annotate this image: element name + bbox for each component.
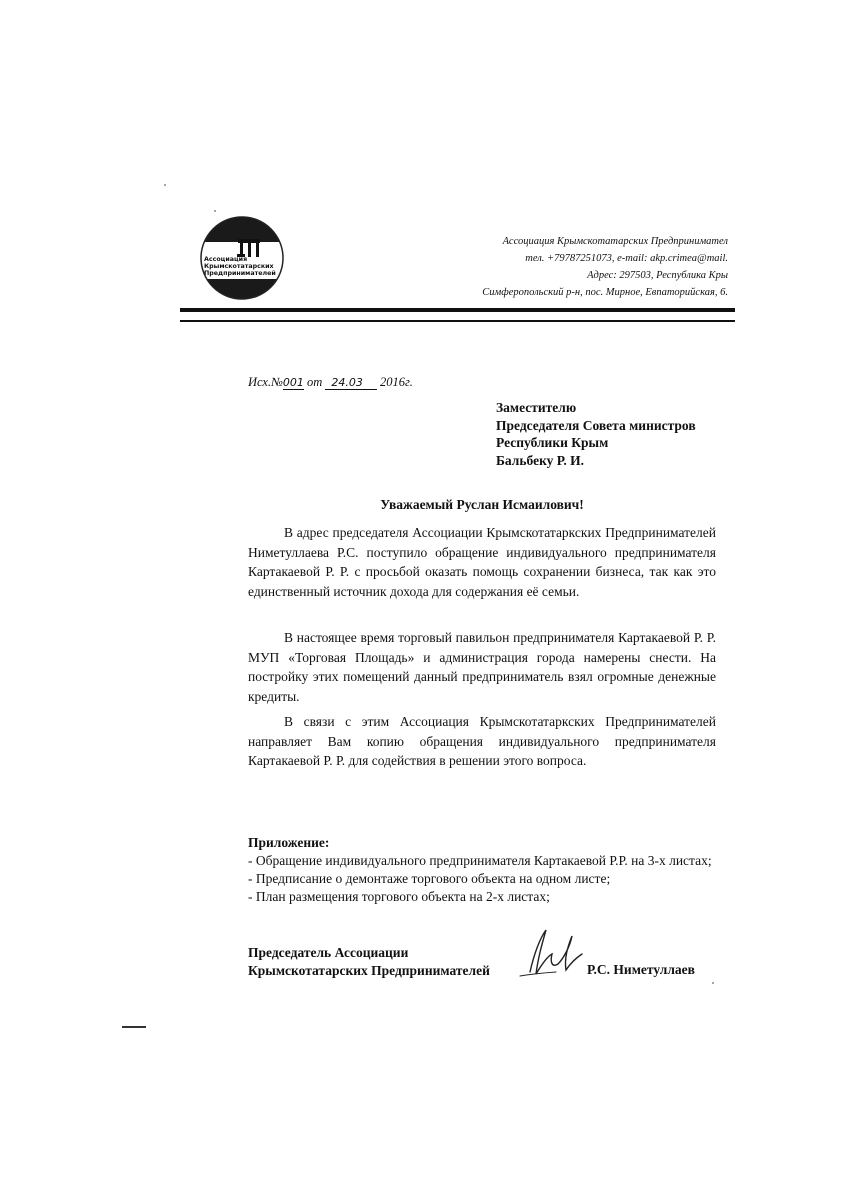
handwritten-signature <box>512 924 592 984</box>
letterhead-line: Ассоциация Крымскотатарских Предпринимател <box>502 236 728 247</box>
addressee-line: Бальбеку Р. И. <box>496 452 584 468</box>
attachment-item: - Обращение индивидуального предпринимателя Картакаевой Р.Р. на 3-х листах; <box>248 853 712 868</box>
logo-text-line: Крымскотатарских <box>204 263 274 270</box>
outref-number: 001 <box>282 376 304 389</box>
association-logo <box>200 216 284 300</box>
outgoing-reference <box>248 375 413 390</box>
outref-year: 2016г. <box>380 375 413 389</box>
scan-mark <box>122 1026 146 1028</box>
attachment-list <box>248 834 716 906</box>
attachment-item: - План размещения торгового объекта на 2-х листах; <box>248 889 550 904</box>
signatory-role-line: Крымскотатарских Предпринимателей <box>248 963 490 978</box>
header-rule-thin <box>180 320 735 322</box>
addressee-line: Заместителю <box>496 400 577 415</box>
letterhead-contacts <box>368 233 728 301</box>
signatory-name: Р.С. Ниметуллаев <box>587 962 695 977</box>
letterhead-line: тел. +79787251073, e-mail: akp.crimea@mail. <box>525 253 728 264</box>
salutation: Уважаемый Руслан Исмаилович! <box>380 497 584 512</box>
scan-dust <box>164 184 166 186</box>
scan-dust <box>214 210 216 212</box>
signatory-role <box>248 944 490 980</box>
addressee-line: Председателя Совета министров <box>496 417 696 433</box>
addressee-block <box>496 399 696 469</box>
letterhead-line: Симферопольский р-н, пос. Мирное, Евпаторийская, 6. <box>482 287 728 298</box>
body-paragraph: В настоящее время торговый павильон предпринимателя Картакаевой Р. Р. МУП «Торговая Площадь» и администрация города намерены снести. На постройку этих помещений данный предприниматель взял огромные денежные кредиты. <box>248 630 716 704</box>
addressee-line: Республики Крым <box>496 435 609 450</box>
outref-prefix: Исх.№ <box>248 375 283 389</box>
letterhead-line: Адрес: 297503, Республика Кры <box>587 270 728 281</box>
attachment-item: - Предписание о демонтаже торгового объекта на одном листе; <box>248 871 611 886</box>
header-rule-thick <box>180 308 735 312</box>
outref-date: 24.03 <box>325 376 377 390</box>
body-paragraph: В связи с этим Ассоциация Крымскотатаркских Предпринимателей направляет Вам копию обращения индивидуального предпринимателя Картакаевой Р. Р. для содействия в решении этого вопроса. <box>248 714 716 768</box>
outref-from: от <box>307 375 323 389</box>
logo-text-line: Ассоциация <box>204 256 248 263</box>
scan-dust <box>712 982 714 984</box>
body-paragraph: В адрес председателя Ассоциации Крымскотатаркских Предпринимателей Ниметуллаева Р.С. поступило обращение индивидуального предпринимателя Картакаевой Р. Р. с просьбой оказать помощь сохранении бизнеса, так как это единственный источник дохода для содержания её семьи. <box>248 525 716 599</box>
signatory-role-line: Председатель Ассоциации <box>248 945 409 960</box>
attachment-title: Приложение: <box>248 835 330 850</box>
logo-text-line: Предпринимателей <box>204 270 276 277</box>
